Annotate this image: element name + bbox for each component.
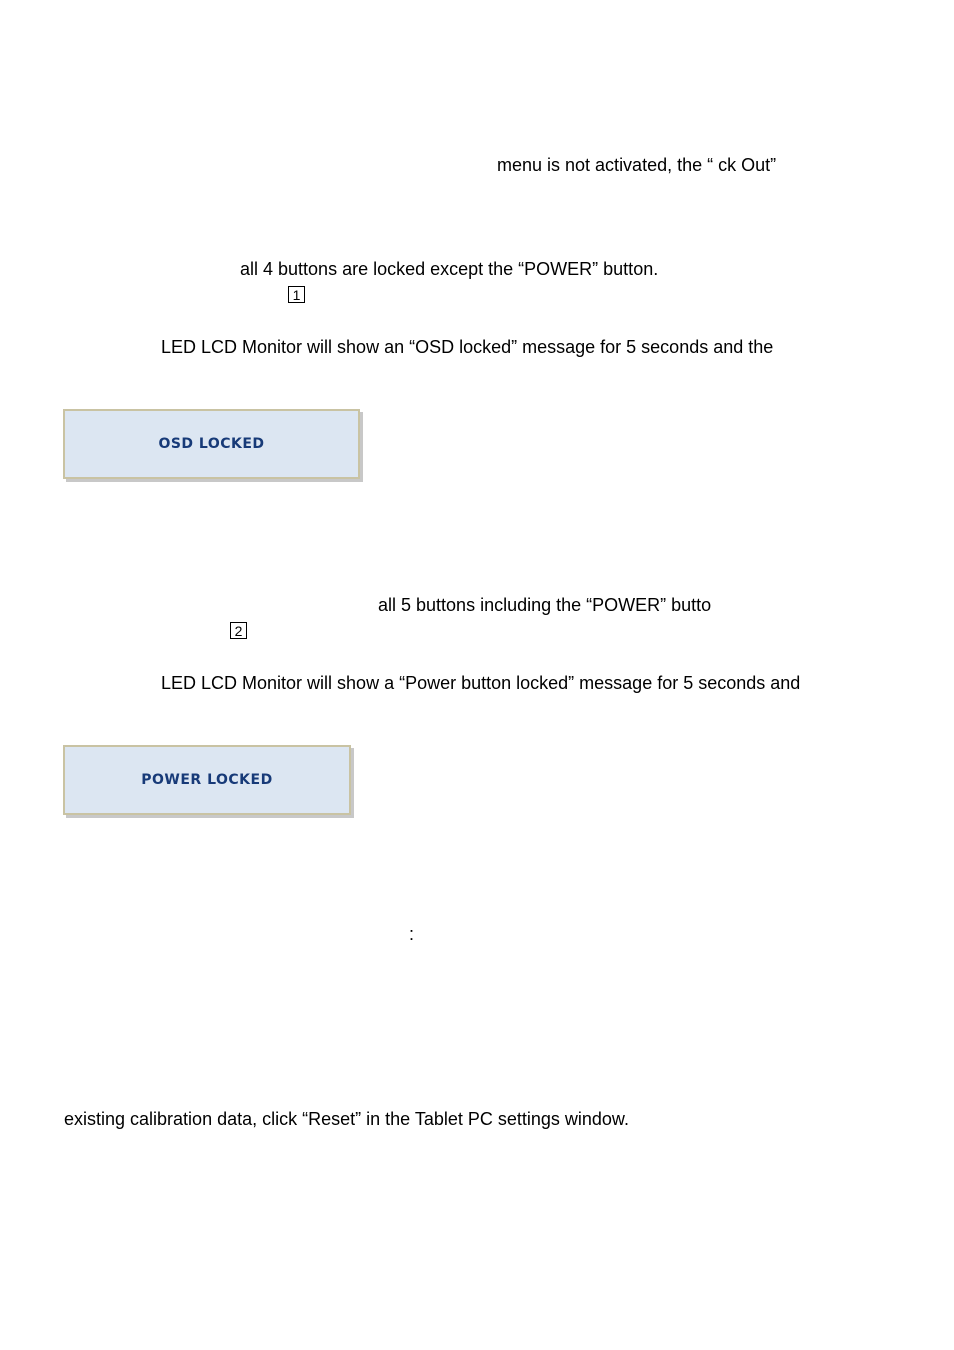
text-line-five-buttons: all 5 buttons including the “POWER” butto <box>378 595 712 615</box>
osd-locked-label: OSD LOCKED <box>158 436 265 452</box>
text-line-osd-message: LED LCD Monitor will show an “OSD locked” message for 5 seconds and the <box>161 337 774 357</box>
key-1-box: 1 <box>288 286 305 303</box>
text-line-calibration-reset: existing calibration data, click “Reset” in the Tablet PC settings window. <box>64 1109 629 1129</box>
power-locked-label: POWER LOCKED <box>141 772 273 788</box>
text-line-lockout: menu is not activated, the “ ck Out” <box>497 155 777 175</box>
text-line-power-message: LED LCD Monitor will show a “Power button locked” message for 5 seconds and <box>161 673 801 693</box>
text-line-four-buttons: all 4 buttons are locked except the “POWER” button. <box>240 259 659 279</box>
key-2-box: 2 <box>230 622 247 639</box>
text-colon: : <box>409 924 415 944</box>
power-locked-message-box <box>63 745 351 815</box>
osd-locked-message-box <box>63 409 360 479</box>
